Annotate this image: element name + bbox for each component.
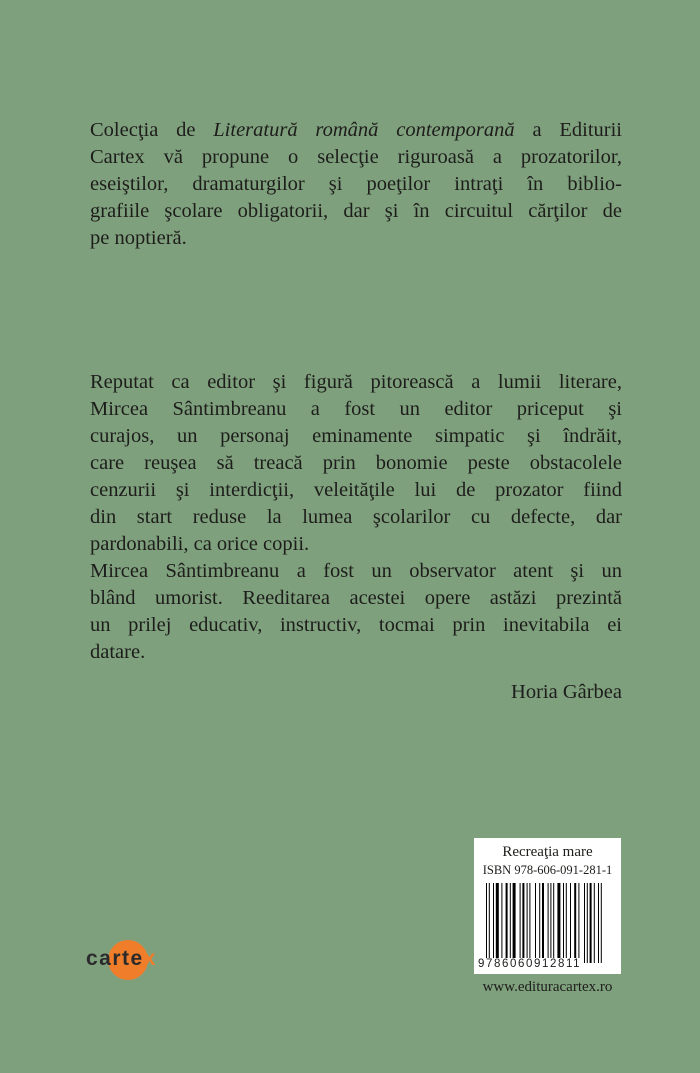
publisher-website: www.edituracartex.ro [482, 979, 613, 995]
author-review [90, 369, 622, 666]
barcode-bar [557, 883, 560, 963]
barcode-bar [506, 883, 508, 963]
barcode-bar [527, 883, 528, 963]
text-line: care reuşea să treacă prin bonomie peste obstacolele [90, 452, 622, 474]
barcode-bar [594, 883, 595, 963]
logo-accent: x [143, 947, 157, 970]
barcode-bar [489, 883, 490, 963]
barcode-bar [529, 883, 530, 963]
barcode-bars [486, 883, 612, 963]
text-line: cenzurii şi interdicţii, veleităţile lui de prozator fiind [90, 479, 622, 501]
logo-wordmark [86, 947, 157, 971]
barcode-bar [553, 883, 554, 963]
barcode-bar [578, 883, 579, 963]
barcode-bar [520, 883, 521, 963]
text-line: Reputat ca editor şi figură pitorească a lumii literare, [90, 371, 622, 393]
barcode-bar [513, 883, 516, 963]
text-line: din start reduse la lumea şcolarilor cu defecte, dar [90, 506, 622, 528]
review-author: Horia Gârbea [511, 681, 622, 703]
barcode-bar [510, 883, 511, 963]
barcode-bar [496, 883, 499, 963]
text-line: eseiştilor, dramaturgilor şi poeţilor intraţi în biblio- [90, 173, 622, 195]
barcode-bar [574, 883, 576, 963]
text-line: datare. [90, 641, 146, 663]
isbn-number: ISBN 978-606-091-281-1 [482, 863, 613, 877]
barcode-bar [501, 883, 502, 963]
text-line: pardonabili, ca orice copii. [90, 533, 310, 555]
text-line: un prilej educativ, instructiv, tocmai prin inevitabila ei [90, 614, 622, 636]
barcode-bar [570, 883, 571, 963]
text-line: grafiile şcolare obligatorii, dar şi în circuitul cărţilor de [90, 200, 622, 222]
barcode-digits: 9786060912811 [478, 958, 582, 970]
barcode-bar [587, 883, 588, 963]
text-line: blând umorist. Reeditarea acestei opere astăzi prezintă [90, 587, 622, 609]
barcode-bar [584, 883, 585, 963]
collection-name: Literatură română contemporană [213, 119, 515, 141]
text-line: Mircea Sântimbreanu a fost un observator atent şi un [90, 560, 622, 582]
barcode-bar [563, 883, 564, 963]
barcode-bar [539, 883, 540, 963]
text-fragment: Colecţia de [90, 119, 214, 141]
barcode-bar [486, 883, 487, 963]
barcode-bar [542, 883, 544, 963]
text-fragment: a Editurii [514, 119, 622, 141]
barcode-bar [550, 883, 551, 963]
isbn-barcode-box [474, 838, 621, 974]
book-title: Recreaţia mare [502, 844, 593, 860]
collection-description [90, 117, 622, 252]
logo-text: carte [86, 947, 144, 970]
text-line: curajos, un personaj eminamente simpatic şi îndrăit, [90, 425, 622, 447]
cartex-logo [86, 940, 176, 982]
text-line: pe noptieră. [90, 227, 187, 249]
text-line: Cartex vă propune o selecţie riguroasă a prozatorilor, [90, 146, 622, 168]
barcode-bar [522, 883, 524, 963]
text-line [90, 117, 622, 144]
barcode-bar [535, 883, 536, 963]
barcode-bar [590, 883, 592, 963]
barcode-bar [566, 883, 567, 963]
text-line: Mircea Sântimbreanu a fost un editor priceput şi [90, 398, 622, 420]
barcode-bar [548, 883, 549, 963]
barcode-bar [601, 883, 602, 963]
barcode-bar [493, 883, 494, 963]
barcode-bar [598, 883, 599, 963]
